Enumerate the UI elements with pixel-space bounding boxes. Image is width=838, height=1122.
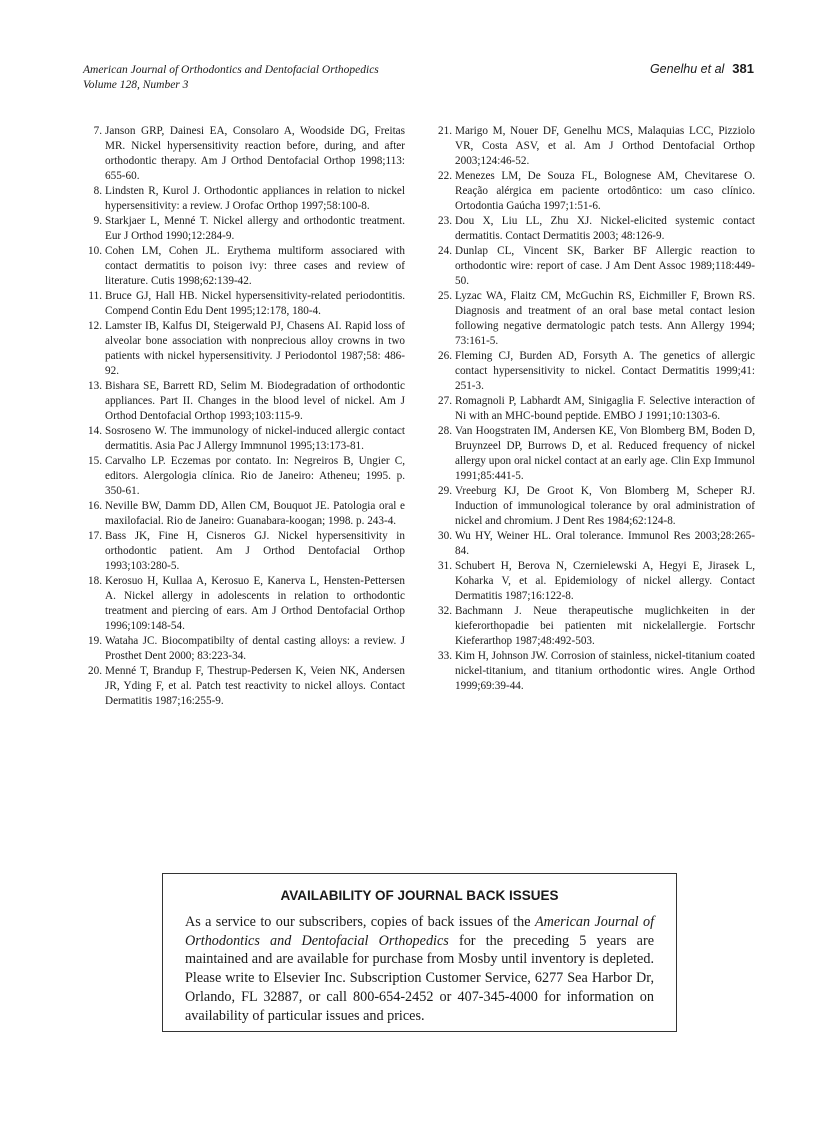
reference-item xyxy=(433,289,755,349)
journal-volume: Volume 128, Number 3 xyxy=(83,79,189,91)
reference-text: Menezes LM, De Souza FL, Bolognese AM, Chevitarese O. Reação alérgica em paciente ortodôntico: um caso clínico. Ortodontia Gaúcha 1997;1:51-6. xyxy=(455,170,755,212)
reference-item xyxy=(433,394,755,424)
reference-text: Dou X, Liu LL, Zhu XJ. Nickel-elicited systemic contact dermatitis. Contact Dermatitis 2003; 48:126-9. xyxy=(455,215,755,242)
reference-number: 32. xyxy=(438,605,452,617)
reference-item xyxy=(433,169,755,214)
references-right-column xyxy=(433,124,755,694)
reference-item xyxy=(83,319,405,379)
notice-text-2: for the preceding 5 years are maintained and are available for purchase from Mosby until inventory is depleted. Please write to Elsevier Inc. Subscription Customer Service, 6277 Sea Harbor Dr, Orlando, FL 32887, or call 800-654-2452 or 407-345-4000 for information on availability of particular issues and prices. xyxy=(185,932,654,1024)
reference-number: 19. xyxy=(88,635,102,647)
reference-text: Fleming CJ, Burden AD, Forsyth A. The genetics of allergic contact hypersensitivity to nickel. Contact Dermatitis 1999;41: 251-3. xyxy=(455,350,755,392)
notice-journal-name: American Journal of Orthodontics and Dentofacial Orthopedics xyxy=(185,914,655,949)
reference-number: 13. xyxy=(88,380,102,392)
reference-text: Cohen LM, Cohen JL. Erythema multiform associared with contact dermatitis to poison ivy: three cases and review of literature. Cutis 1998;62:139-42. xyxy=(105,245,405,287)
reference-number: 30. xyxy=(438,530,452,542)
reference-text: Bruce GJ, Hall HB. Nickel hypersensitivity-related periodontitis. Compend Contin Edu Dent 1995;12:178, 180-4. xyxy=(105,290,405,317)
reference-text: Lamster IB, Kalfus DI, Steigerwald PJ, Chasens AI. Rapid loss of alveolar bone association with nonprecious alloy crowns in two patients with nickel hypersensitivity. J Periodontol 1987;58: 486-92. xyxy=(105,320,405,377)
reference-item xyxy=(83,529,405,574)
reference-item xyxy=(433,214,755,244)
reference-item xyxy=(83,574,405,634)
reference-number: 20. xyxy=(88,665,102,677)
reference-item xyxy=(433,424,755,484)
reference-number: 17. xyxy=(88,530,102,542)
reference-text: Dunlap CL, Vincent SK, Barker BF Allergic reaction to orthodontic wire: report of case. J Am Dent Assoc 1989;118:449-50. xyxy=(455,245,755,287)
reference-text: Van Hoogstraten IM, Andersen KE, Von Blomberg BM, Boden D, Bruynzeel DP, Burrows D, et al. Reduced frequency of nickel allergy upon oral nickel contact at an early age. Clin Exp Immunol 1991;85:441-5. xyxy=(455,425,755,482)
reference-text: Neville BW, Damm DD, Allen CM, Bouquot JE. Patologia oral e maxilofacial. Rio de Janeiro: Guanabara-koogan; 1998. p. 243-4. xyxy=(105,500,405,527)
reference-item xyxy=(83,499,405,529)
reference-text: Bachmann J. Neue therapeutische muglichkeiten in der kieferorthopadie bei patienten mit nickelallergie. Fortschr Kieferarthop 1987;48:492-503. xyxy=(455,605,755,647)
reference-number: 18. xyxy=(88,575,102,587)
reference-number: 29. xyxy=(438,485,452,497)
reference-text: Vreeburg KJ, De Groot K, Von Blomberg M, Scheper RJ. Induction of immunological tolerance by oral administration of nickel and chromium. J Dent Res 1984;62:124-8. xyxy=(455,485,755,527)
reference-item xyxy=(83,289,405,319)
reference-text: Menné T, Brandup F, Thestrup-Pedersen K, Veien NK, Andersen JR, Yding F, et al. Patch test reactivity to nickel alloys. Contact Dermatitis 1987;16:255-9. xyxy=(105,665,405,707)
reference-text: Lyzac WA, Flaitz CM, McGuchin RS, Eichmiller F, Brown RS. Diagnosis and treatment of an oral base metal contact lesion following negative dermatologic patch tests. Ann Allergy 1994; 73:161-5. xyxy=(455,290,755,347)
references-left-column xyxy=(83,124,405,709)
reference-number: 7. xyxy=(93,125,102,137)
reference-item xyxy=(433,559,755,604)
notice-title: AVAILABILITY OF JOURNAL BACK ISSUES xyxy=(280,888,559,903)
reference-item xyxy=(433,349,755,394)
reference-number: 9. xyxy=(93,215,102,227)
reference-number: 14. xyxy=(88,425,102,437)
reference-text: Janson GRP, Dainesi EA, Consolaro A, Woodside DG, Freitas MR. Nickel hypersensitivity reaction before, during, and after orthodontic therapy. Am J Orthod Dentofacial Orthop 1998;113: 655-60. xyxy=(105,125,405,182)
reference-text: Schubert H, Berova N, Czernielewski A, Hegyi E, Jirasek L, Koharka V, et al. Epidemiology of nickel allergy. Contact Dermatitis 1987;16:122-8. xyxy=(455,560,755,602)
journal-title: American Journal of Orthodontics and Dentofacial Orthopedics xyxy=(83,64,379,76)
reference-text: Bishara SE, Barrett RD, Selim M. Biodegradation of orthodontic appliances. Part II. Changes in the blood level of nickel. Am J Orthod Dentofacial Orthop 1993;103:115-9. xyxy=(105,380,405,422)
reference-item xyxy=(433,604,755,649)
reference-number: 11. xyxy=(88,290,102,302)
running-header-page xyxy=(650,61,754,77)
reference-text: Carvalho LP. Eczemas por contato. In: Negreiros B, Ungier C, editors. Alergologia clínica. Rio de Janeiro: Atheneu; 1995. p. 350-61. xyxy=(105,455,405,497)
back-issues-notice xyxy=(162,873,677,1032)
reference-number: 8. xyxy=(93,185,102,197)
reference-text: Sosroseno W. The immunology of nickel-induced allergic contact dermatitis. Asia Pac J Allergy Immnunol 1995;13:173-81. xyxy=(105,425,405,452)
reference-number: 22. xyxy=(438,170,452,182)
running-header-journal xyxy=(83,63,379,93)
reference-text: Marigo M, Nouer DF, Genelhu MCS, Malaquias LCC, Pizziolo VR, Costa ASV, et al. Am J Orthod Dentofacial Orthop 2003;124:46-52. xyxy=(455,125,755,167)
reference-number: 33. xyxy=(438,650,452,662)
reference-number: 21. xyxy=(438,125,452,137)
reference-number: 25. xyxy=(438,290,452,302)
reference-text: Kim H, Johnson JW. Corrosion of stainless, nickel-titanium coated nickel-titanium, and titanium orthodontic wires. Angle Orthod 1999;69:39-44. xyxy=(455,650,755,692)
notice-body xyxy=(185,913,654,1025)
reference-item xyxy=(433,244,755,289)
authors: Genelhu et al xyxy=(649,62,725,76)
reference-number: 10. xyxy=(88,245,102,257)
reference-text: Kerosuo H, Kullaa A, Kerosuo E, Kanerva L, Hensten-Pettersen A. Nickel allergy in adolescents in relation to orthodontic treatment and piercing of ears. Am J Orthod Dentofacial Orthop 1996;109:148-54. xyxy=(105,575,405,632)
reference-text: Wu HY, Weiner HL. Oral tolerance. Immunol Res 2003;28:265-84. xyxy=(455,530,755,557)
reference-item xyxy=(433,124,755,169)
reference-item xyxy=(83,124,405,184)
reference-number: 24. xyxy=(438,245,452,257)
reference-item xyxy=(83,214,405,244)
reference-number: 28. xyxy=(438,425,452,437)
reference-text: Wataha JC. Biocompatibilty of dental casting alloys: a review. J Prosthet Dent 2000; 83:223-34. xyxy=(105,635,405,662)
reference-number: 12. xyxy=(88,320,102,332)
reference-text: Romagnoli P, Labhardt AM, Sinigaglia F. Selective interaction of Ni with an MHC-bound peptide. EMBO J 1991;10:1303-6. xyxy=(455,395,755,422)
reference-text: Lindsten R, Kurol J. Orthodontic appliances in relation to nickel hypersensitivity: a review. J Orofac Orthop 1997;58:100-8. xyxy=(105,185,405,212)
reference-item xyxy=(433,529,755,559)
notice-text-1: As a service to our subscribers, copies of back issues of the xyxy=(185,914,535,930)
reference-item xyxy=(433,484,755,529)
page-number: 381 xyxy=(732,61,754,76)
reference-item xyxy=(83,664,405,709)
reference-number: 16. xyxy=(88,500,102,512)
reference-text: Bass JK, Fine H, Cisneros GJ. Nickel hypersensitivity in orthodontic patient. Am J Orthod Dentofacial Orthop 1993;103:280-5. xyxy=(105,530,405,572)
reference-number: 31. xyxy=(438,560,452,572)
reference-number: 23. xyxy=(438,215,452,227)
reference-item xyxy=(83,454,405,499)
reference-number: 15. xyxy=(88,455,102,467)
reference-number: 27. xyxy=(438,395,452,407)
reference-item xyxy=(433,649,755,694)
reference-item xyxy=(83,184,405,214)
reference-number: 26. xyxy=(438,350,452,362)
reference-item xyxy=(83,424,405,454)
reference-item xyxy=(83,244,405,289)
reference-item xyxy=(83,634,405,664)
reference-item xyxy=(83,379,405,424)
reference-text: Starkjaer L, Menné T. Nickel allergy and orthodontic treatment. Eur J Orthod 1990;12:284-9. xyxy=(105,215,405,242)
